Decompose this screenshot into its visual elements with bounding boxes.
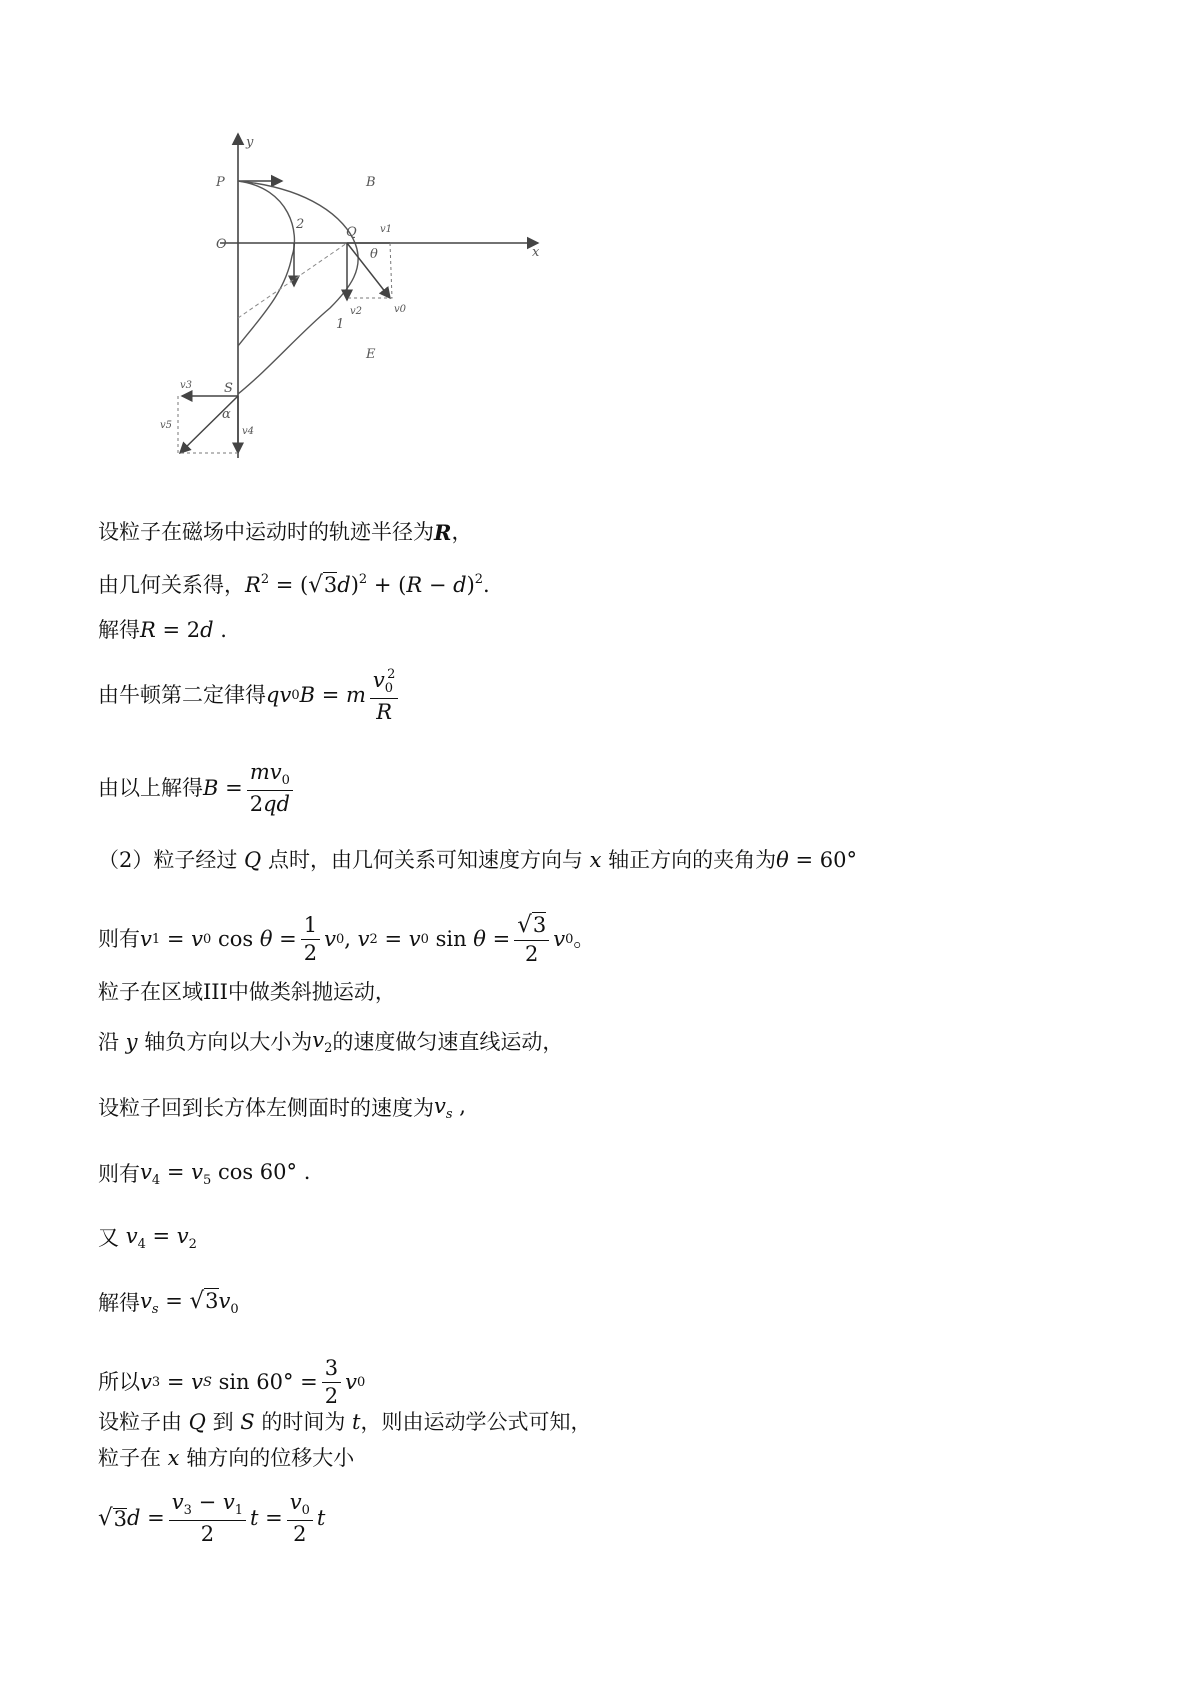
line-14-text: 所以 [98, 1370, 140, 1394]
line-9-c: 的速度做匀速直线运动， [332, 1030, 564, 1054]
label-o: O [216, 237, 227, 252]
line-4 [98, 668, 402, 723]
trajectory-svg [160, 128, 630, 518]
label-p: P [216, 175, 225, 190]
label-v3: v3 [180, 380, 193, 391]
line-9: 沿 y 轴负方向以大小为 $v_2$ 的速度做匀速直线运动， [98, 1028, 564, 1056]
line-10: 设粒子回到长方体左侧面时的速度为 $v_s$ , [98, 1094, 466, 1122]
label-one: 1 [336, 317, 345, 332]
line-15-d: ，则由运动学公式可知， [360, 1410, 592, 1434]
newton-equation: qv 0 B = m $\frac{v_0^2}{R}$ [266, 668, 402, 723]
line-13-text: 解得 [98, 1290, 140, 1315]
line-6-c: 轴正方向的夹角为 [608, 848, 777, 872]
v1-v2-equation: v 1 = v 0 cos θ = $\frac{1}{2}$ v 0 , v 2 = v 0 sin θ = $\frac{√3}{2}$ v 0 。 [140, 912, 595, 966]
label-theta: θ [370, 247, 378, 262]
label-v1: v1 [380, 224, 393, 235]
line-13 [98, 1290, 239, 1316]
line-4-text: 由牛顿第二定律得 [98, 683, 266, 707]
line-9-a: 沿 [98, 1030, 119, 1054]
label-y: y [246, 135, 254, 150]
label-v5: v5 [160, 420, 173, 431]
line-15-b: 到 [212, 1410, 234, 1434]
line-15-a: 设粒子由 [98, 1410, 182, 1434]
label-e: E [366, 347, 376, 362]
theta-value: θ = 60° [776, 848, 857, 872]
trajectory-2 [238, 181, 294, 346]
label-v2: v2 [350, 306, 363, 317]
displacement-equation: √ 3 d = $\frac{v_3 - v_1}{2}$ t = $\frac{v_0}{2}$ t [98, 1490, 326, 1546]
radius-result: R = 2d . [140, 618, 227, 642]
line-5-text: 由以上解得 [98, 776, 203, 800]
line-16-a: 粒子在 [98, 1446, 161, 1470]
v4-equation: $v_4 = v_5$ cos 60° . [140, 1160, 311, 1188]
line-5 [98, 762, 297, 815]
label-v4: v4 [242, 426, 255, 437]
line-2 [98, 573, 490, 597]
label-two: 2 [296, 217, 305, 232]
line-15: 设粒子由 Q 到 S 的时间为 t ，则由运动学公式可知， [98, 1410, 592, 1434]
line-11-text: 则有 [98, 1162, 140, 1186]
s-v5-arrow [180, 396, 238, 453]
trajectory-diagram [160, 128, 630, 518]
vs-result: $v_s = √3v_0$ [140, 1288, 239, 1317]
label-alpha: α [222, 407, 231, 422]
radius-var: R [434, 520, 452, 545]
v4-v2-equation: $v_4 = v_2$ [125, 1224, 197, 1252]
line-3 [98, 620, 227, 641]
line-3-text: 解得 [98, 618, 140, 642]
q-v0-arrow [347, 243, 390, 298]
b-result: B = $\frac{mv_0}{2qd}$ [203, 762, 297, 815]
line-2-text: 由几何关系得， [98, 572, 245, 597]
line-8 [98, 982, 396, 1003]
label-b: B [366, 175, 376, 190]
line-6-b: 点时，由几何关系可知速度方向与 [267, 848, 583, 872]
line-9-b: 轴负方向以大小为 [144, 1030, 313, 1054]
line-16-b: 轴方向的位移大小 [186, 1446, 355, 1470]
label-q: Q [346, 225, 357, 240]
v3-equation: v 3 = v S sin 60° = $\frac{3}{2}$ v 0 [140, 1356, 366, 1408]
trajectory-1 [238, 181, 358, 394]
label-x: x [532, 245, 540, 260]
line-1-text: 设粒子在磁场中运动时的轨迹半径为 [98, 520, 434, 544]
line-7 [98, 914, 594, 965]
line-17 [98, 1492, 325, 1545]
line-14 [98, 1358, 365, 1407]
line-15-c: 的时间为 [261, 1410, 346, 1434]
line-6: （2）粒子经过 Q 点时，由几何关系可知速度方向与 x 轴正方向的夹角为 θ = 60° [98, 848, 857, 872]
line-16: 粒子在 x 轴方向的位移大小 [98, 1446, 355, 1470]
line-8-text: 粒子在区域III中做类斜抛运动， [98, 980, 396, 1004]
geometry-equation: $R^2 = (√3d)^2 + (R - d)^2$. [245, 572, 490, 598]
line-1 [98, 522, 472, 543]
line-12 [98, 1226, 197, 1251]
line-11 [98, 1162, 310, 1187]
label-s: S [224, 381, 233, 396]
line-6-a: （2）粒子经过 [98, 848, 238, 872]
line-7-text: 则有 [98, 927, 140, 951]
line-10-text: 设粒子回到长方体左侧面时的速度为 [98, 1096, 434, 1120]
line-12-text: 又 [98, 1226, 119, 1250]
label-v0: v0 [394, 304, 407, 315]
line-1-end: ， [451, 520, 473, 544]
